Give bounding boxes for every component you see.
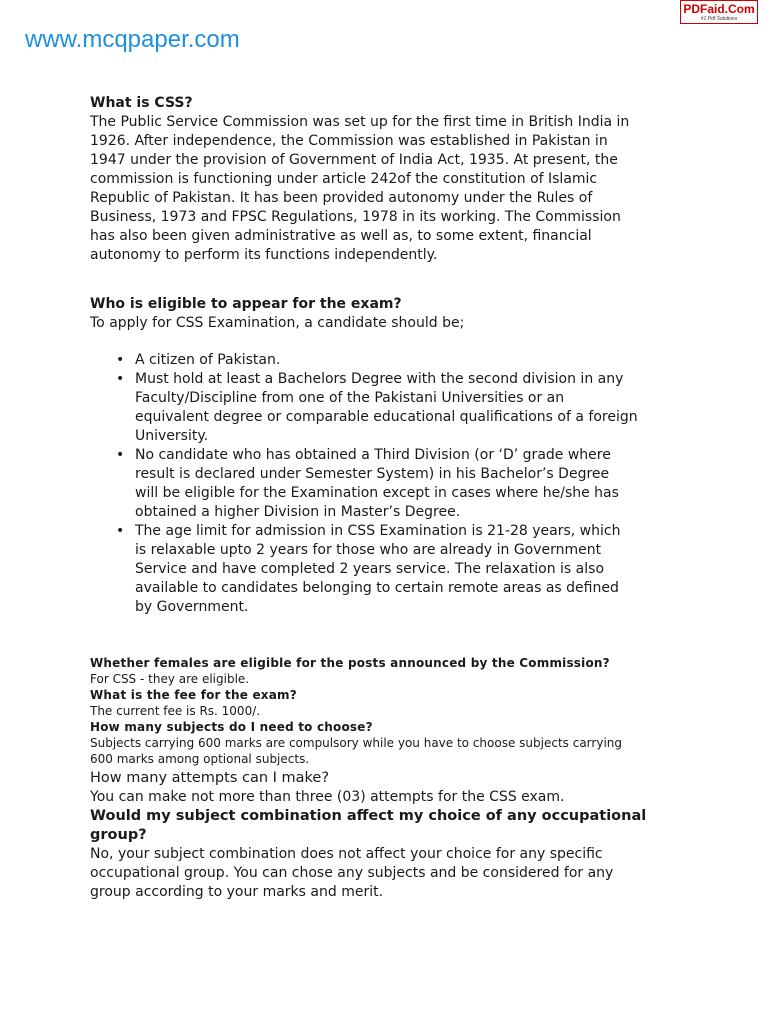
text-line: will be eligible for the Examination except in cases where he/she has [135,485,619,501]
answer-attempts: You can make not more than three (03) attempts for the CSS exam. [90,789,565,805]
answer-combination: occupational group. You can chose any subjects and be considered for any [90,865,614,881]
text-line: The Public Service Commission was set up for the first time in British India in [90,114,630,130]
text-line: A citizen of Pakistan. [135,352,281,368]
question-fee: What is the fee for the exam? [90,688,297,702]
eligibility-list [90,351,690,617]
site-url[interactable]: www.mcqpaper.com [25,26,240,53]
text-line: No candidate who has obtained a Third Division (or ‘D’ grade where [135,447,611,463]
text-line: autonomy to perform its functions independently. [90,247,438,263]
text-line: 1926. After independence, the Commission was established in Pakistan in [90,133,608,149]
text-line: University. [135,428,209,444]
text-line: has also been given administrative as well as, to some extent, financial [90,228,592,244]
heading-what-is-css: What is CSS? [90,95,193,111]
paragraph-what-is-css [90,113,690,265]
text-line: Republic of Pakistan. It has been provided autonomy under the Rules of [90,190,593,206]
text-line: is relaxable upto 2 years for those who are already in Government [135,542,602,558]
list-item [116,351,680,370]
question-females: Whether females are eligible for the posts announced by the Commission? [90,656,610,670]
question-combination: group? [90,827,147,843]
heading-eligibility: Who is eligible to appear for the exam? [90,296,402,312]
list-item [116,446,680,522]
text-line: by Government. [135,599,249,615]
answer-subjects: 600 marks among optional subjects. [90,752,310,766]
answer-females: For CSS - they are eligible. [90,672,250,686]
bullet-icon: • [116,352,125,368]
list-item [116,522,680,617]
pdfaid-logo [680,0,758,24]
text-line: 1947 under the provision of Government of India Act, 1935. At present, the [90,152,618,168]
text-line: Business, 1973 and FPSC Regulations, 1978 in its working. The Commission [90,209,621,225]
answer-fee: The current fee is Rs. 1000/. [90,704,261,718]
text-line: Faculty/Discipline from one of the Pakistani Universities or an [135,390,565,406]
question-combination: Would my subject combination affect my choice of any occupational [90,808,647,824]
question-attempts: How many attempts can I make? [90,770,330,786]
text-line: commission is functioning under article 242of the constitution of Islamic [90,171,598,187]
list-item [116,370,680,446]
document-body [90,94,690,902]
bullet-icon: • [116,523,125,539]
text-line: result is declared under Semester System) in his Bachelor’s Degree [135,466,610,482]
text-line: Must hold at least a Bachelors Degree with the second division in any [135,371,624,387]
text-line: obtained a higher Division in Master’s Degree. [135,504,461,520]
text-line: available to candidates belonging to certain remote areas as defined [135,580,619,596]
logo-brand: PDFaid.Com [683,2,755,16]
bullet-icon: • [116,371,125,387]
bullet-icon: • [116,447,125,463]
answer-subjects: Subjects carrying 600 marks are compulsory while you have to choose subjects carrying [90,736,622,750]
text-line: equivalent degree or comparable educational qualifications of a foreign [135,409,638,425]
answer-combination: No, your subject combination does not affect your choice for any specific [90,846,603,862]
question-subjects: How many subjects do I need to choose? [90,720,373,734]
answer-combination: group according to your marks and merit. [90,884,384,900]
text-line: The age limit for admission in CSS Examination is 21-28 years, which [135,523,621,539]
eligibility-intro: To apply for CSS Examination, a candidate should be; [90,315,465,331]
text-line: Service and have completed 2 years service. The relaxation is also [135,561,605,577]
logo-tagline: #1 Pdf Solutions [700,16,738,22]
